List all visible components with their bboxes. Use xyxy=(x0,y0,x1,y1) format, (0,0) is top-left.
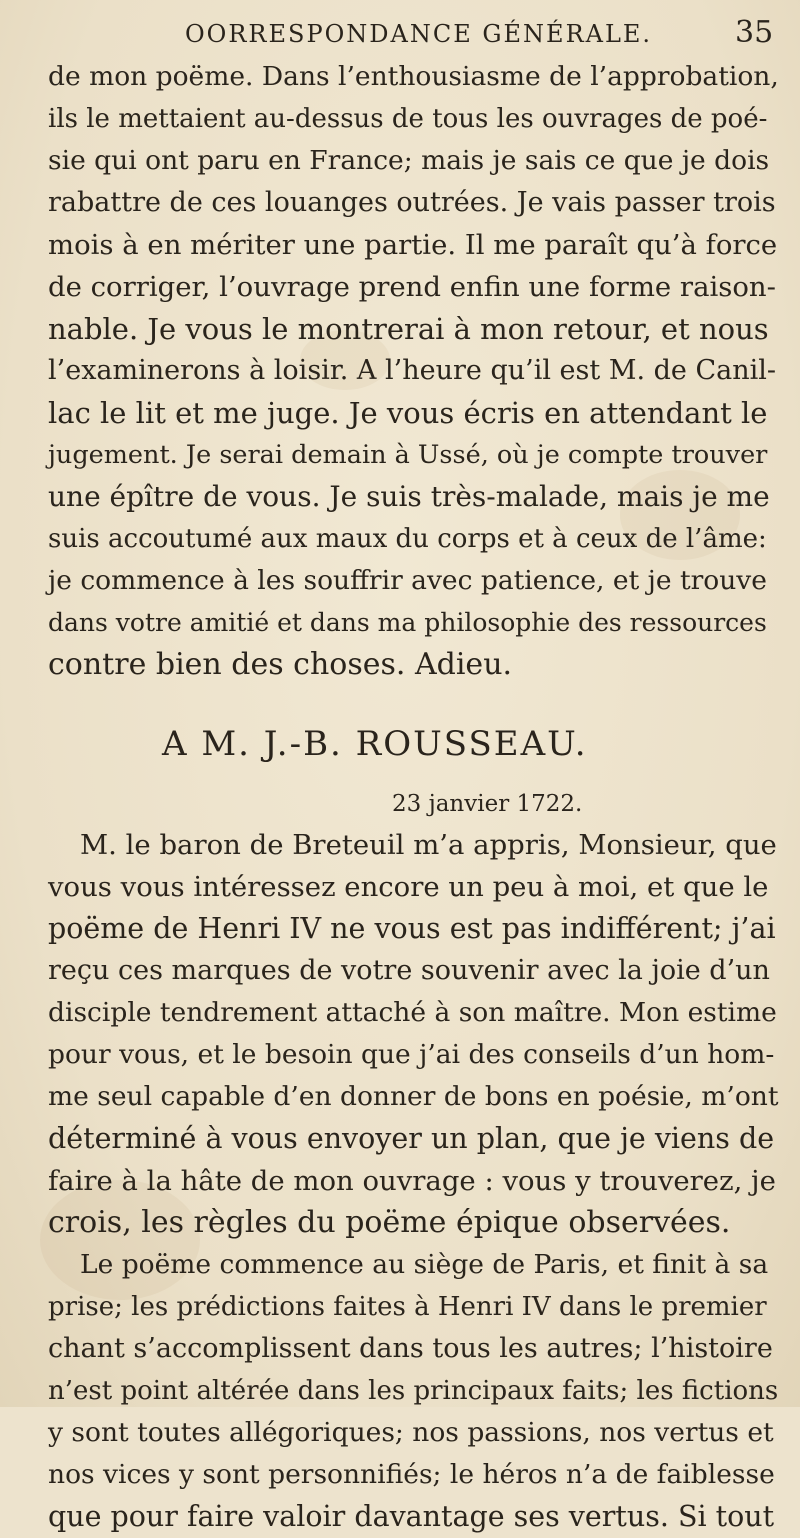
text-line: M. le baron de Breteuil m’a appris, Monsieur, que xyxy=(80,829,777,861)
text-line: nos vices y sont personnifiés; le héros n’a de faiblesse xyxy=(48,1459,775,1490)
text-line: déterminé à vous envoyer un plan, que je viens de xyxy=(48,1122,775,1155)
text-line: jugement. Je serai demain à Ussé, où je compte trouver xyxy=(48,440,768,470)
text-line: une épître de vous. Je suis très-malade, mais je me xyxy=(48,480,770,513)
text-line: me seul capable d’en donner de bons en poésie, m’ont xyxy=(48,1081,779,1112)
text-line: crois, les règles du poëme épique observées. xyxy=(48,1205,731,1240)
text-line: contre bien des choses. Adieu. xyxy=(48,647,513,682)
text-line: de corriger, l’ouvrage prend enfin une forme raison- xyxy=(48,271,776,303)
paragraph-poem-plan xyxy=(48,1244,778,1538)
text-line: poëme de Henri IV ne vous est pas indifférent; j’ai xyxy=(48,912,776,945)
text-line: rabattre de ces louanges outrées. Je vais passer trois xyxy=(48,187,776,218)
letter-heading: A M. J.-B. ROUSSEAU. xyxy=(162,724,588,764)
text-line: dans votre amitié et dans ma philosophie des ressources xyxy=(48,608,767,637)
text-line: reçu ces marques de votre souvenir avec la joie d’un xyxy=(48,955,770,986)
text-line: l’examinerons à loisir. A l’heure qu’il est M. de Canil- xyxy=(48,355,777,386)
text-line: Le poëme commence au siège de Paris, et finit à sa xyxy=(80,1249,769,1280)
text-line: lac le lit et me juge. Je vous écris en attendant le xyxy=(48,396,768,430)
paragraph-closing-letter xyxy=(48,56,778,686)
running-title: OORRESPONDANCE GÉNÉRALE. xyxy=(185,20,653,48)
text-line: de mon poëme. Dans l’enthousiasme de l’approbation, xyxy=(48,61,779,92)
text-line: ils le mettaient au-dessus de tous les ouvrages de poé- xyxy=(48,104,768,134)
text-line: nable. Je vous le montrerai à mon retour, et nous xyxy=(48,312,769,346)
text-line: faire à la hâte de mon ouvrage : vous y trouverez, je xyxy=(48,1165,776,1197)
text-line: disciple tendrement attaché à son maître. Mon estime xyxy=(48,997,777,1028)
text-line: vous vous intéressez encore un peu à moi, et que le xyxy=(48,871,769,903)
running-head xyxy=(0,12,800,52)
text-line: pour vous, et le besoin que j’ai des conseils d’un hom- xyxy=(48,1039,775,1070)
text-line: n’est point altérée dans les principaux faits; les fictions xyxy=(48,1376,779,1406)
text-line: y sont toutes allégoriques; nos passions, nos vertus et xyxy=(48,1417,774,1448)
text-line: je commence à les souffrir avec patience, et je trouve xyxy=(48,565,767,596)
text-line: sie qui ont paru en France; mais je sais ce que je dois xyxy=(48,145,770,176)
text-line: prise; les prédictions faites à Henri IV dans le premier xyxy=(48,1292,767,1322)
text-line: chant s’accomplissent dans tous les autres; l’histoire xyxy=(48,1333,773,1364)
text-line: suis accoutumé aux maux du corps et à ceux de l’âme: xyxy=(48,524,767,554)
body-text xyxy=(48,56,778,1538)
text-line: que pour faire valoir davantage ses vertus. Si tout xyxy=(48,1500,775,1533)
paragraph-letter-opening xyxy=(48,824,778,1244)
text-line: mois à en mériter une partie. Il me paraît qu’à force xyxy=(48,229,778,261)
letter-date: 23 janvier 1722. xyxy=(392,791,583,817)
page-number: 35 xyxy=(735,15,774,50)
